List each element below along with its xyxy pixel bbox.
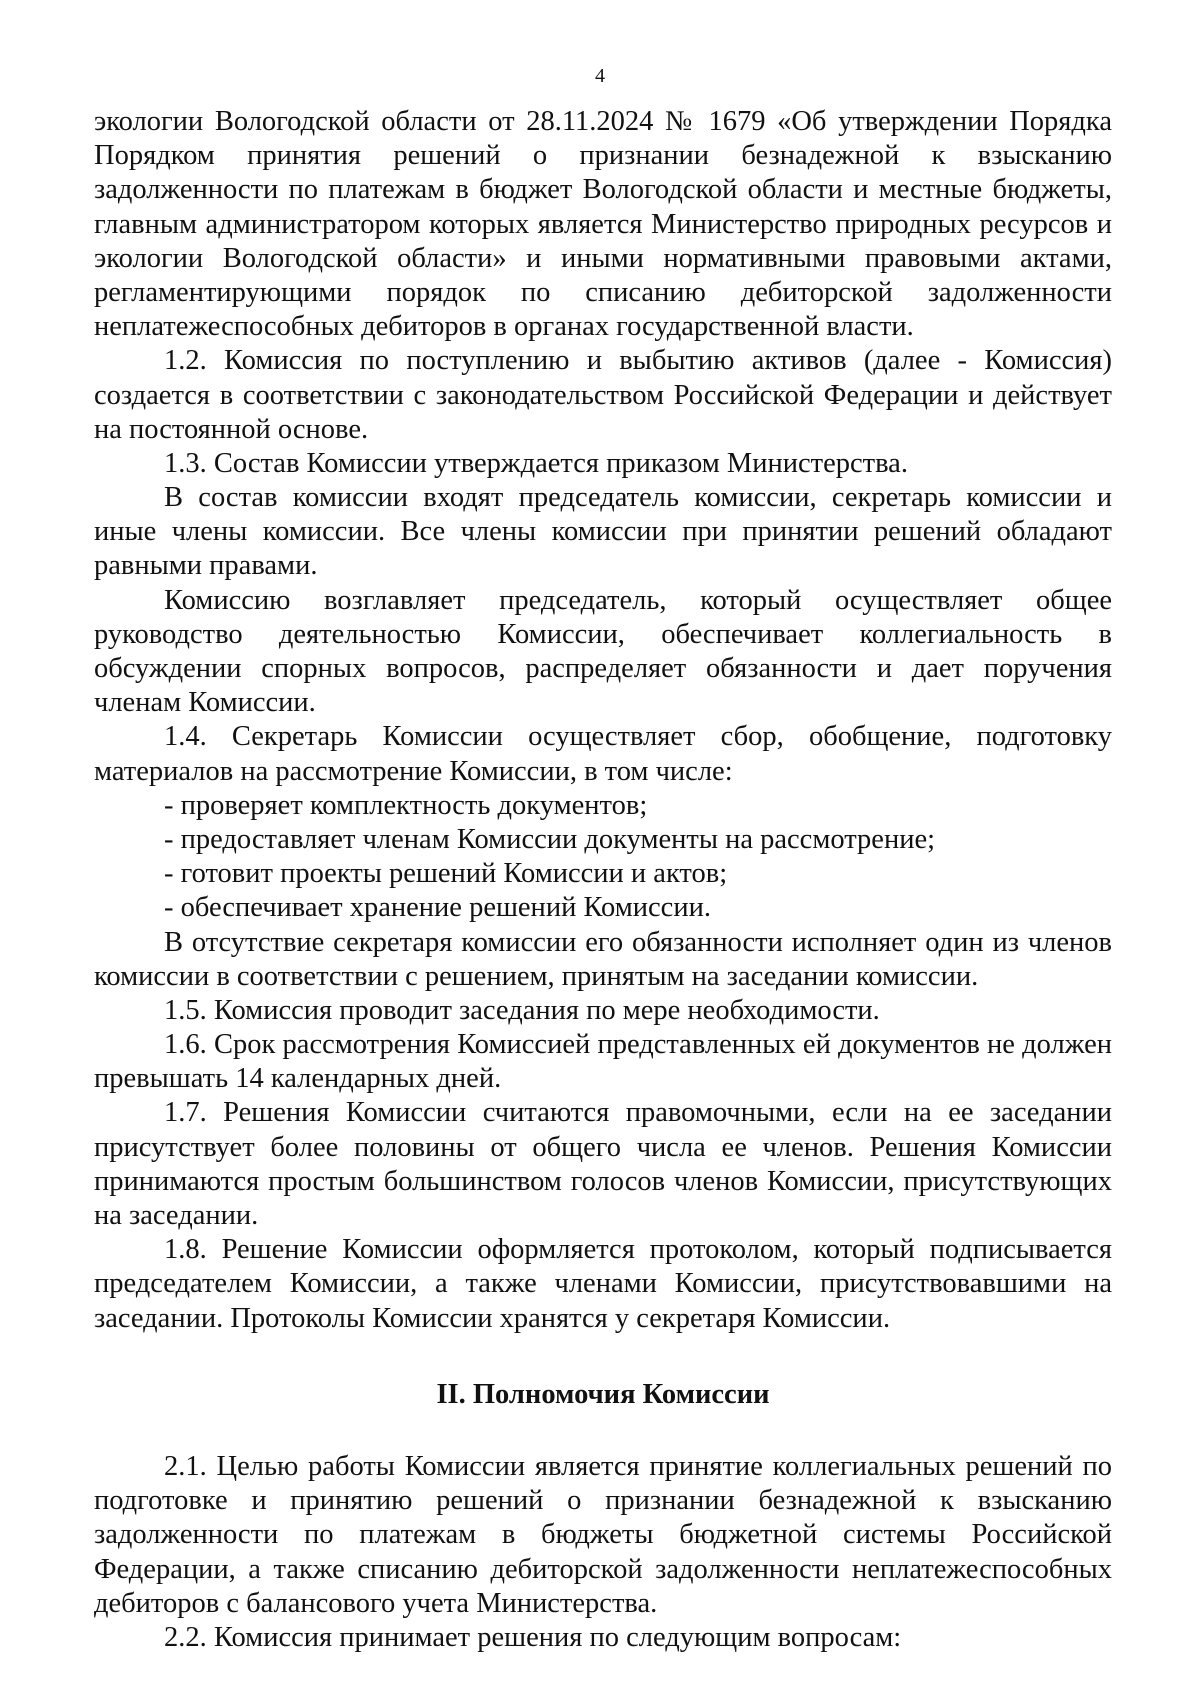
duty-list-item: - готовит проекты решений Комиссии и актов; [164, 858, 728, 890]
paragraph-1-2: 1.2. Комиссия по поступлению и выбытию активов (далее - Комиссия) создается в соответствии с законодательством Российской Федерации и действует на постоянной основе. [94, 345, 1112, 445]
paragraph-1-8: 1.8. Решение Комиссии оформляется протоколом, который подписывается председателем Комиссии, а также членами Комиссии, присутствовавшими на заседании. Протоколы Комиссии хранятся у секретаря Комиссии. [94, 1234, 1112, 1334]
section-2-heading: II. Полномочия Комиссии [436, 1378, 770, 1410]
duty-list-item: - проверяет комплектность документов; [164, 789, 648, 821]
paragraph-composition: В состав комиссии входят председатель комиссии, секретарь комиссии и иные члены комиссии. Все члены комиссии при принятии решений обладают равными правами. [94, 482, 1112, 582]
paragraph-1-3: 1.3. Состав Комиссии утверждается приказом Министерства. [164, 447, 908, 479]
paragraph-secretary-absence: В отсутствие секретаря комиссии его обязанности исполняет один из членов комиссии в соответствии с решением, принятым на заседании комиссии. [94, 926, 1112, 992]
paragraph-1-7: 1.7. Решения Комиссии считаются правомочными, если на ее заседании присутствует более половины от общего числа ее членов. Решения Комиссии принимаются простым большинством голосов членов Комиссии, присутствующих на заседании. [94, 1097, 1112, 1231]
paragraph-1-6: 1.6. Срок рассмотрения Комиссией представленных ей документов не должен превышать 14 календарных дней. [94, 1029, 1112, 1095]
paragraph-1-5: 1.5. Комиссия проводит заседания по мере необходимости. [164, 994, 880, 1026]
document-body [94, 105, 1112, 1655]
page-number: 4 [595, 65, 605, 87]
paragraph-chairman: Комиссию возглавляет председатель, который осуществляет общее руководство деятельностью Комиссии, обеспечивает коллегиальность в обсуждении спорных вопросов, распределяет обязанности и дает поручения членам Комиссии. [94, 584, 1112, 719]
paragraph-1-4: 1.4. Секретарь Комиссии осуществляет сбор, обобщение, подготовку материалов на рассмотрение Комиссии, в том числе: [94, 721, 1112, 787]
duty-list-item: - обеспечивает хранение решений Комиссии. [164, 892, 711, 924]
paragraph-continuation: экологии Вологодской области от 28.11.2024 № 1679 «Об утверждении Порядка Порядком принятия решений о признании безнадежной к взысканию задолженности по платежам в бюджет Вологодской области и местные бюджеты, главным администратором которых является Министерство природных ресурсов и экологии Вологодской области» и иными нормативными правовыми актами, регламентирующими порядок по списанию дебиторской задолженности неплатежеспособных дебиторов в органах государственной власти. [94, 106, 1112, 343]
paragraph-2-2: 2.2. Комиссия принимает решения по следующим вопросам: [164, 1621, 902, 1653]
duty-list-item: - предоставляет членам Комиссии документы на рассмотрение; [164, 823, 936, 855]
paragraph-2-1: 2.1. Целью работы Комиссии является принятие коллегиальных решений по подготовке и принятию решений о признании безнадежной к взысканию задолженности по платежам в бюджеты бюджетной системы Российской Федерации, а также списанию дебиторской задолженности неплатежеспособных дебиторов с балансового учета Министерства. [94, 1450, 1112, 1619]
